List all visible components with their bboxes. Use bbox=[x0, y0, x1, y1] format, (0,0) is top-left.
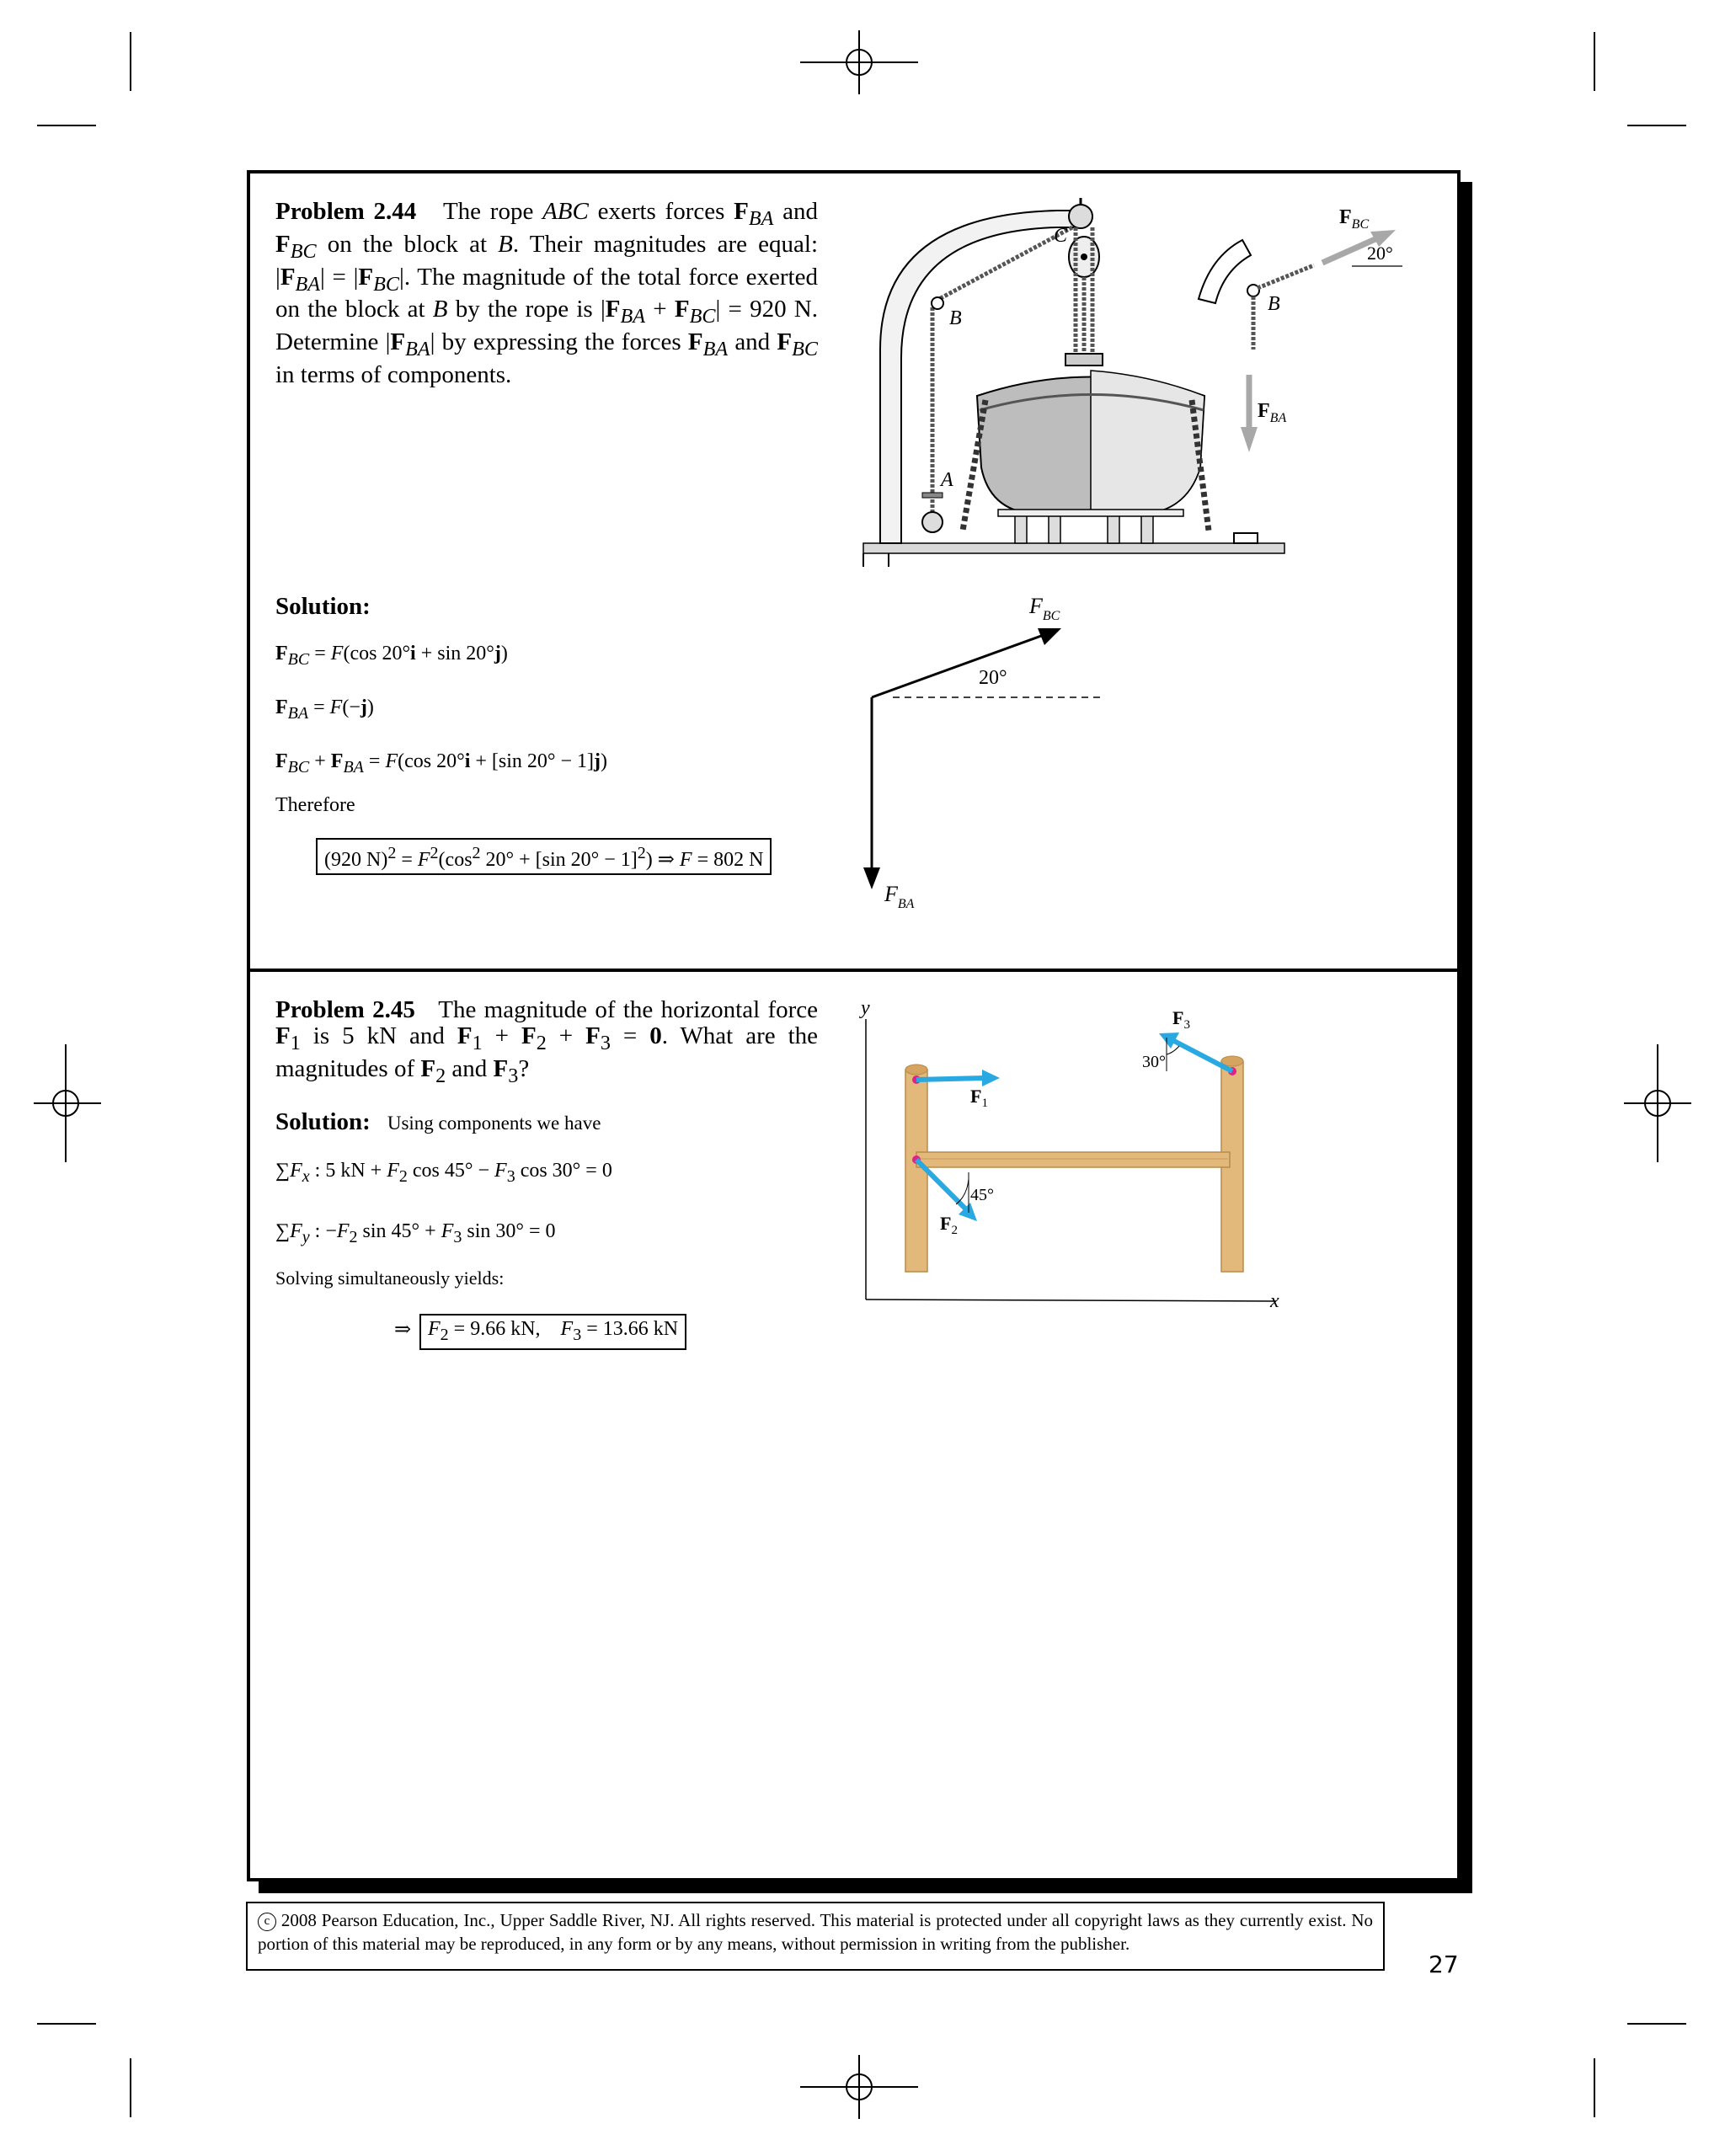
vector-label-FBC: $F_{BC}$ bbox=[1029, 594, 1060, 623]
copyright-footer bbox=[246, 1902, 1385, 1971]
crop-mark bbox=[1627, 2023, 1686, 2025]
problem-2-45-solution-label: Solution: bbox=[275, 1108, 371, 1135]
problem-2-45-solving: Solving simultaneously yields: bbox=[275, 1267, 505, 1289]
figure-angle-20: 20° bbox=[1367, 243, 1393, 264]
problem-2-45-label: Problem 2.45 bbox=[275, 996, 415, 1023]
registration-target-right bbox=[1624, 1044, 1691, 1162]
label-F2: $F_2$ bbox=[940, 1213, 958, 1237]
label-C: C bbox=[1054, 225, 1068, 247]
problem-2-45-solution-line bbox=[275, 1108, 601, 1136]
force-vector-diagram bbox=[851, 590, 1129, 918]
label-A: A bbox=[941, 469, 953, 491]
label-45: 45° bbox=[970, 1186, 994, 1204]
problem-2-45-eq1: $\sum F_x$ : 5 kN + $F_2$ $\cos 45^\circ - F_3$ cos 30° = 0 bbox=[275, 1160, 612, 1186]
axis-label-y: y bbox=[861, 997, 870, 1019]
crop-mark bbox=[130, 2058, 131, 2117]
crop-mark bbox=[1627, 125, 1686, 126]
label-B-davit: B bbox=[949, 307, 962, 329]
problem-2-44-eq2: $F_{BA} = F(-j)$ bbox=[275, 696, 374, 723]
page-number: 27 bbox=[1429, 1951, 1459, 1978]
label-B-detail: B bbox=[1268, 293, 1280, 315]
figure-label-FBC: $F_{BC}$ bbox=[1339, 206, 1370, 232]
figure-label-FBA: $F_{BA}$ bbox=[1258, 400, 1287, 425]
vector-label-FBA: $F_{BA}$ bbox=[884, 882, 915, 911]
problem-2-44-therefore: Therefore bbox=[275, 794, 355, 816]
crop-mark bbox=[37, 125, 96, 126]
registration-target-top bbox=[800, 30, 918, 98]
crop-mark bbox=[37, 2023, 96, 2025]
fence-force-figure bbox=[851, 994, 1306, 1314]
crop-mark bbox=[1594, 2058, 1595, 2117]
registration-target-bottom bbox=[800, 2055, 918, 2122]
crop-mark bbox=[1594, 32, 1595, 91]
copyright-icon: c bbox=[258, 1913, 276, 1931]
problem-2-45-text: The magnitude of the horizontal force $F_1$ is 5 kN and $F_1 + F_2 + F_3 = 0$. What are the magnitudes of $F_2$ and $F_3$? bbox=[275, 996, 819, 1087]
label-F1: $F_1$ bbox=[970, 1086, 988, 1110]
problem-2-45-solution-intro: Using components we have bbox=[387, 1113, 601, 1134]
crop-mark bbox=[130, 32, 131, 91]
copyright-text: 2008 Pearson Education, Inc., Upper Saddle River, NJ. All rights reserved. This material is protected under all copyright laws as they currently exist. No portion of this material may be reproduced, in any form or by any means, without permission in writing from the publisher. bbox=[258, 1910, 1373, 1954]
axis-label-x: x bbox=[1270, 1290, 1279, 1312]
problem-2-45-implies: ⇒ bbox=[394, 1319, 412, 1341]
registration-target-left bbox=[34, 1044, 101, 1162]
problem-2-44-label: Problem 2.44 bbox=[275, 198, 417, 225]
problem-2-44-text: The rope ABC exerts forces $F_{BA}$ and $F_{BC}$ on the block at B. Their magnitudes are equal: $|F_{BA}| = |F_{BC}|$. The magnitude of the total force exerted on the block at B by the rope is $|F_{BA} + F_{BC}| = 920$ N. Determine $|F_{BA}|$ by expressing the forces $F_{BA}$ and $F_{BC}$ in terms of components. bbox=[275, 198, 819, 388]
label-F3: $F_3$ bbox=[1172, 1007, 1190, 1032]
problem-2-45-answer: $F_2 = 9.66$ kN, $F_3 = 13.66$ kN bbox=[419, 1314, 686, 1350]
problem-2-45-statement bbox=[275, 997, 818, 1089]
problem-2-44-eq3: $F_{BC} + F_{BA} = F(\cos$ 20°i + [sin 20° − 1]j) bbox=[275, 750, 608, 776]
problem-2-44-statement bbox=[275, 199, 818, 388]
vector-angle-20: 20° bbox=[979, 667, 1007, 689]
label-30: 30° bbox=[1142, 1053, 1166, 1071]
problem-2-44-answer: (920 $N)^2 = F^2(\cos^2$ 20° + [sin 20° − 1]$^2$) ⇒ F = 802 N bbox=[316, 838, 772, 875]
section-divider bbox=[247, 969, 1461, 972]
problem-2-45-eq2: $\sum F_y$ : $-F_2$ $\sin 45^\circ + F_3$ sin 30° = 0 bbox=[275, 1220, 556, 1246]
problem-2-44-solution-label: Solution: bbox=[275, 593, 371, 620]
problem-2-44-eq1: $F_{BC} = F(\cos$ 20°i + sin 20°j) bbox=[275, 643, 508, 669]
davit-boat-figure bbox=[855, 189, 1445, 577]
